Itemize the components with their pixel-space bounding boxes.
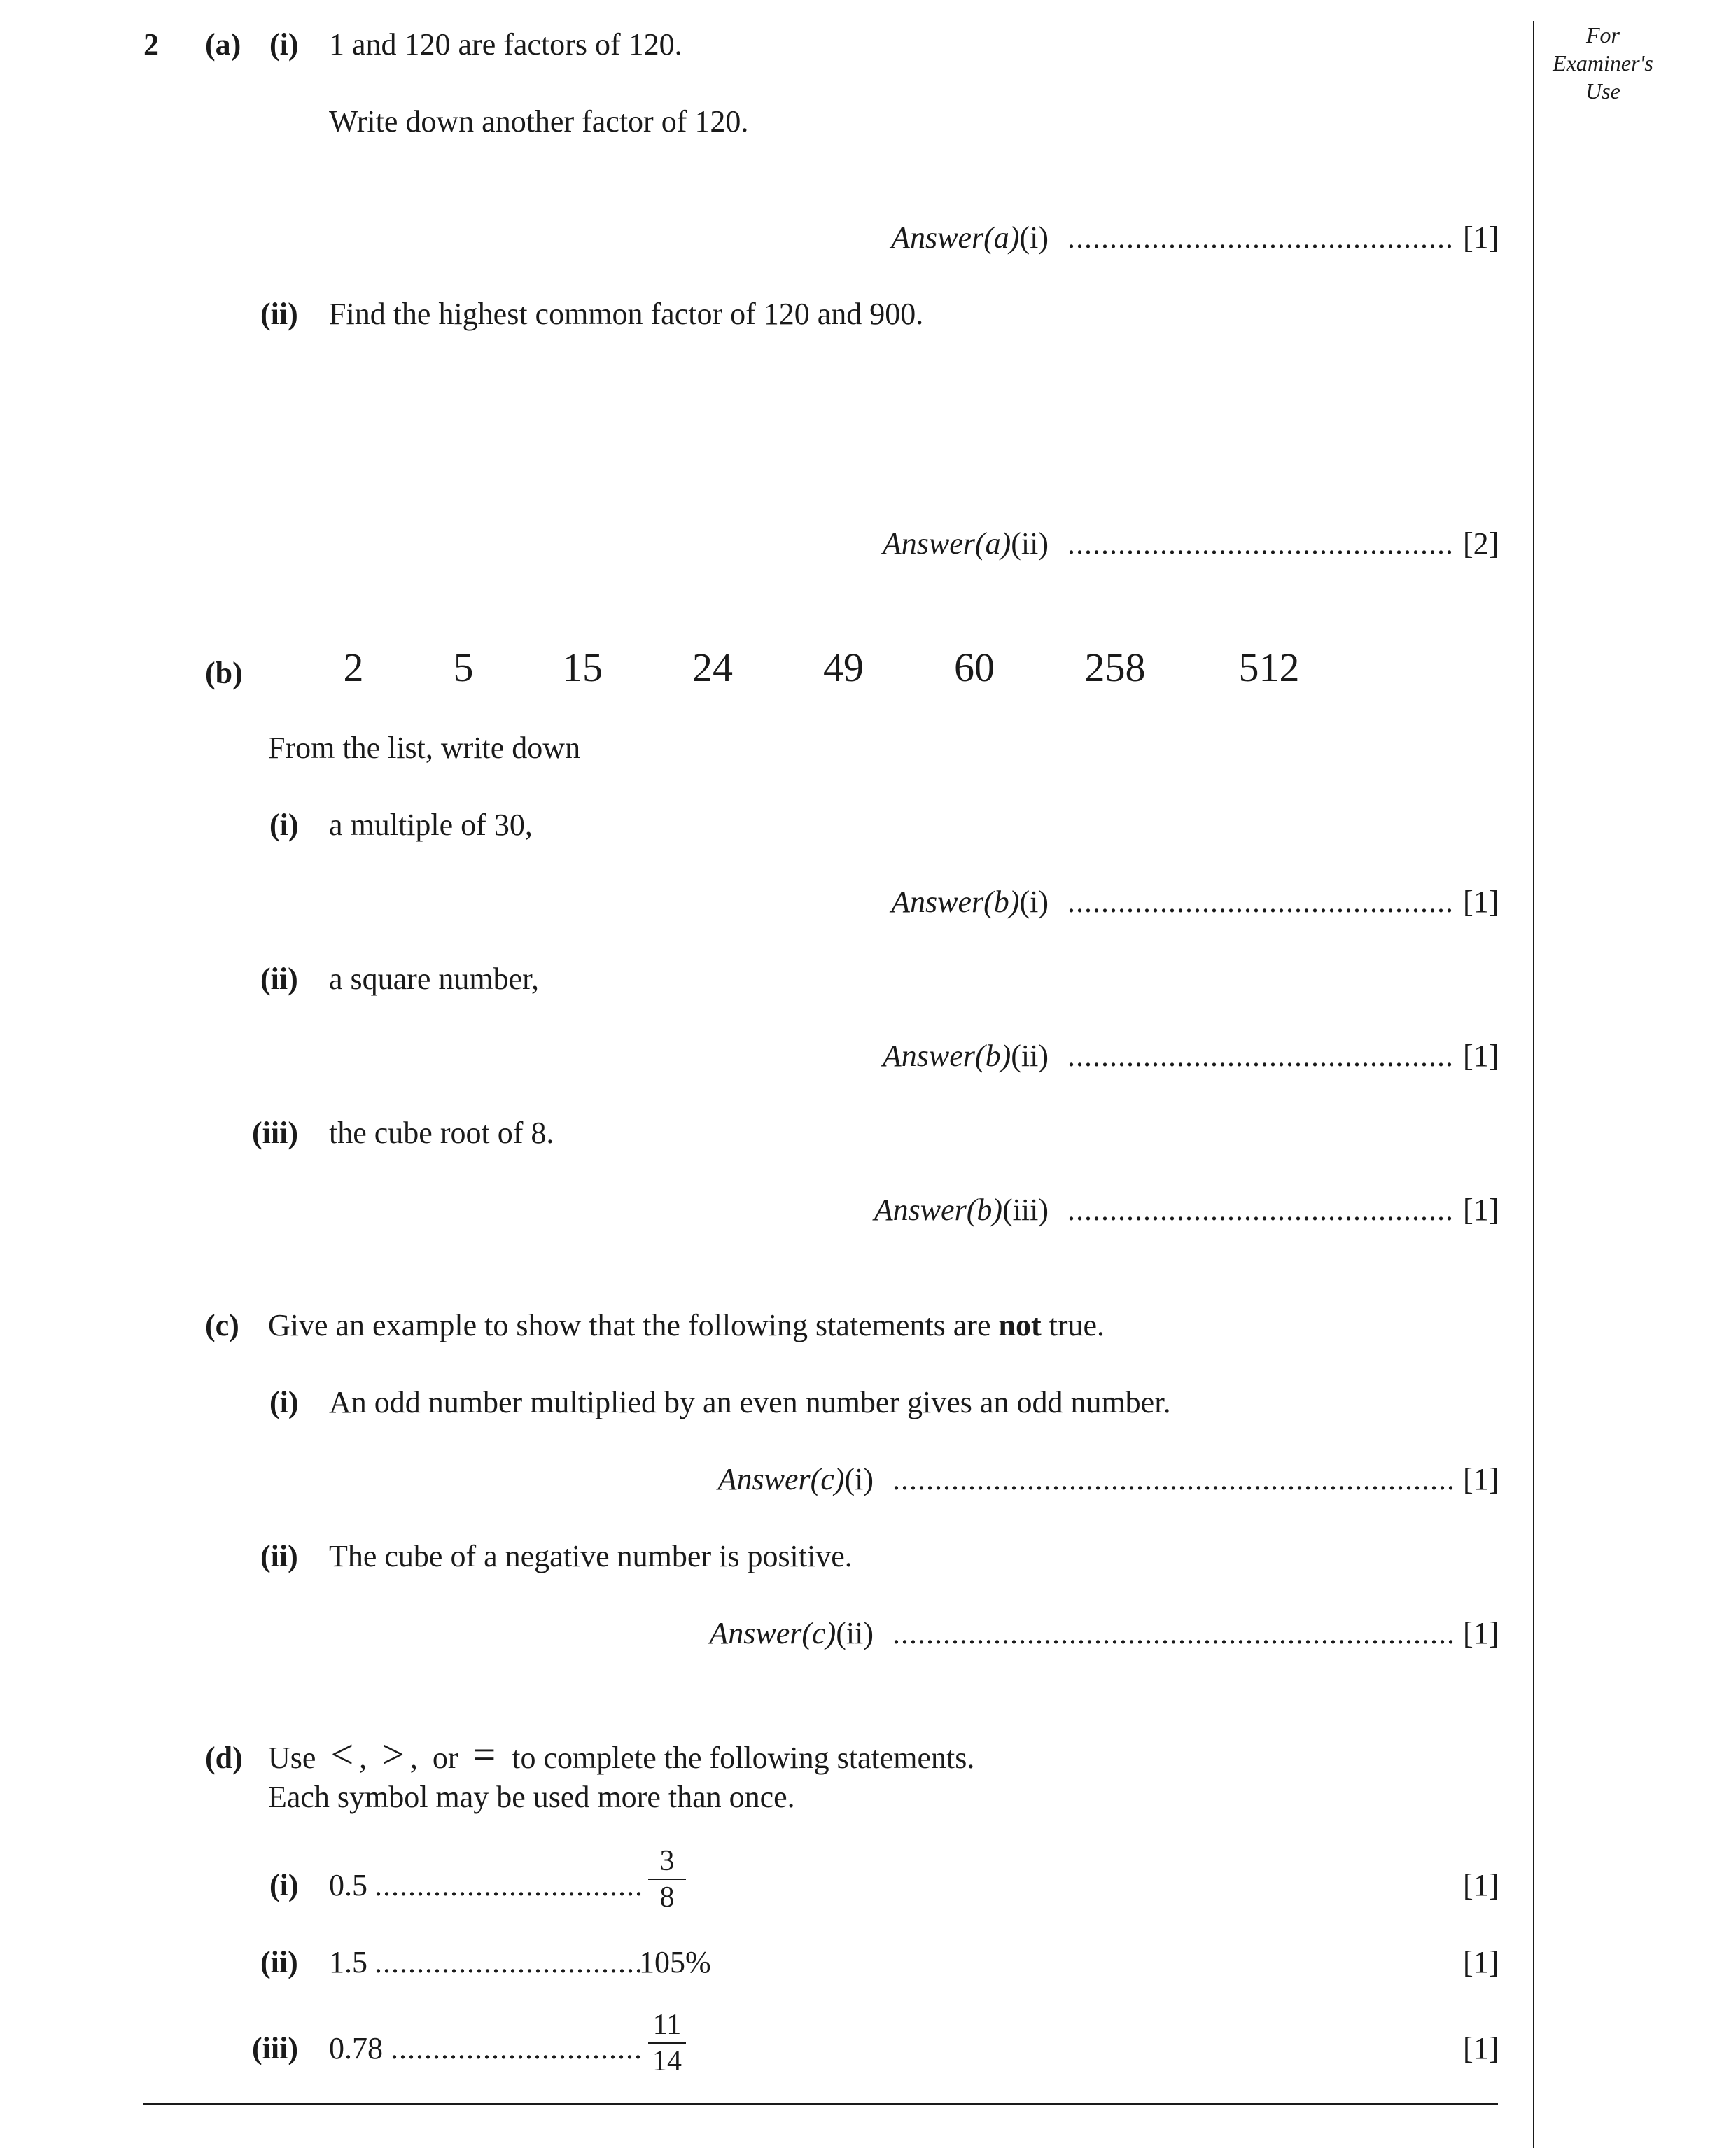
answer-c-ii-label: Answer(c)(ii)	[709, 1616, 874, 1650]
answer-b-ii-label: Answer(b)(ii)	[882, 1039, 1049, 1073]
fraction-three-eighths: 3 8	[643, 1846, 692, 1912]
part-c-i-label: (i)	[270, 1385, 299, 1419]
greater-than-symbol: >	[382, 1732, 405, 1777]
part-a-ii-label: (ii)	[260, 297, 298, 331]
list-number: 2	[343, 645, 364, 690]
list-number: 512	[1238, 645, 1300, 690]
part-d-ii-left: 1.5	[329, 1945, 368, 1979]
answer-d-i-field[interactable]: ................................	[374, 1868, 643, 1902]
answer-d-ii-field[interactable]: ................................	[374, 1945, 643, 1979]
part-b-iii-label: (iii)	[252, 1116, 298, 1150]
list-number: 60	[954, 645, 995, 690]
fraction-eleven-fourteenths: 11 14	[643, 2010, 692, 2076]
part-a-i-label: (i)	[270, 27, 299, 62]
part-d-ii-right: 105%	[639, 1945, 711, 1979]
list-number: 49	[823, 645, 864, 690]
part-b-instruction: From the list, write down	[268, 731, 581, 765]
question-number: 2	[144, 27, 159, 62]
part-b-label: (b)	[205, 656, 243, 690]
answer-b-iii-field[interactable]: ..............................................	[1068, 1193, 1454, 1227]
part-c-label: (c)	[205, 1308, 239, 1342]
part-b-ii-text: a square number,	[329, 962, 540, 996]
equals-symbol: =	[472, 1732, 496, 1777]
mark-a-ii: [2]	[1463, 526, 1499, 561]
part-d-iii-label: (iii)	[252, 2031, 298, 2065]
mark-c-ii: [1]	[1463, 1616, 1499, 1650]
part-d-line2: Each symbol may be used more than once.	[268, 1780, 795, 1814]
answer-a-i-label: Answer(a)(i)	[891, 220, 1049, 255]
mark-b-iii: [1]	[1463, 1193, 1499, 1227]
part-d-ii-label: (ii)	[260, 1945, 298, 1979]
list-number: 5	[453, 645, 474, 690]
part-d-i-label: (i)	[270, 1868, 299, 1902]
part-c-ii-text: The cube of a negative number is positive.	[329, 1539, 853, 1573]
mark-d-ii: [1]	[1463, 1945, 1499, 1979]
part-b-i-label: (i)	[270, 808, 299, 842]
part-a-ii-text: Find the highest common factor of 120 and 900.	[329, 297, 924, 331]
part-c-intro: Give an example to show that the following statements are not true.	[268, 1308, 1105, 1342]
mark-d-iii: [1]	[1463, 2031, 1499, 2065]
part-a-i-line2: Write down another factor of 120.	[329, 104, 749, 139]
list-number: 258	[1084, 645, 1146, 690]
answer-c-ii-field[interactable]: ...................................................................	[892, 1616, 1455, 1650]
part-d-iii-left: 0.78	[329, 2031, 383, 2065]
mark-d-i: [1]	[1463, 1868, 1499, 1902]
part-d-line1: Use < , > , or = to complete the following statements.	[268, 1732, 975, 1777]
mark-a-i: [1]	[1463, 220, 1499, 255]
answer-c-i-field[interactable]: ...................................................................	[892, 1462, 1455, 1496]
examiner-margin-rule	[1533, 21, 1534, 2148]
answer-d-iii-field[interactable]: ..............................	[391, 2031, 643, 2065]
list-number: 24	[692, 645, 733, 690]
answer-b-ii-field[interactable]: ..............................................	[1068, 1039, 1454, 1073]
mark-b-i: [1]	[1463, 885, 1499, 919]
mark-b-ii: [1]	[1463, 1039, 1499, 1073]
answer-b-i-field[interactable]: ..............................................	[1068, 885, 1454, 919]
part-a-label: (a)	[205, 27, 241, 62]
part-d-label: (d)	[205, 1741, 243, 1775]
part-c-i-text: An odd number multiplied by an even number gives an odd number.	[329, 1385, 1171, 1419]
part-d-i-left: 0.5	[329, 1868, 368, 1902]
part-b-iii-text: the cube root of 8.	[329, 1116, 554, 1150]
mark-c-i: [1]	[1463, 1462, 1499, 1496]
answer-c-i-label: Answer(c)(i)	[718, 1462, 874, 1496]
less-than-symbol: <	[330, 1732, 354, 1777]
part-b-ii-label: (ii)	[260, 962, 298, 996]
answer-a-i-field[interactable]: ..............................................	[1068, 220, 1454, 255]
examiner-use-label: For Examiner's Use	[1553, 22, 1653, 104]
part-a-i-line1: 1 and 120 are factors of 120.	[329, 27, 682, 62]
page-bottom-rule	[144, 2103, 1498, 2105]
answer-a-ii-label: Answer(a)(ii)	[882, 526, 1049, 561]
answer-b-iii-label: Answer(b)(iii)	[874, 1193, 1049, 1227]
list-number: 15	[562, 645, 603, 690]
part-c-ii-label: (ii)	[260, 1539, 298, 1573]
answer-b-i-label: Answer(b)(i)	[891, 885, 1049, 919]
answer-a-ii-field[interactable]: ..............................................	[1068, 526, 1454, 561]
part-b-i-text: a multiple of 30,	[329, 808, 533, 842]
